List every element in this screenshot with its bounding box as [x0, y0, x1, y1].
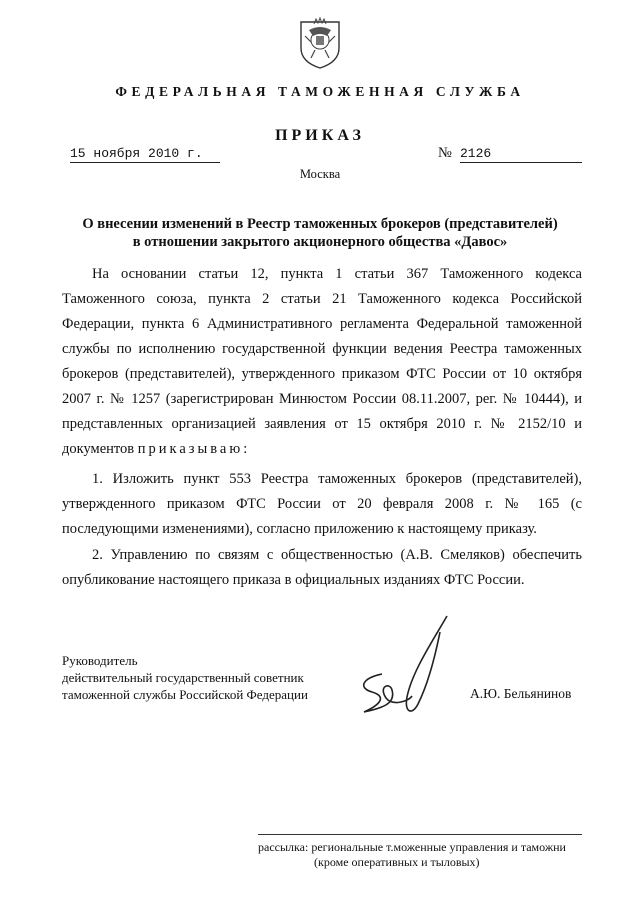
paragraph-item-1 [62, 467, 582, 542]
city: Москва [299, 167, 341, 181]
signatory-line-2: действительный государственный советник [62, 670, 304, 685]
emblem-icon [297, 14, 343, 70]
distribution-list [258, 840, 598, 870]
signatory-title [62, 652, 308, 703]
distribution-line-1: рассылка: региональные т.моженные управления и таможни [258, 840, 566, 854]
agency-name: ФЕДЕРАЛЬНАЯ ТАМОЖЕННАЯ СЛУЖБА [115, 84, 525, 99]
order-number-label: № [438, 145, 452, 161]
paragraph-item-2 [62, 543, 582, 593]
order-title-line-1: О внесении изменений в Реестр таможенных брокеров (представителей) [82, 216, 558, 232]
document-type: ПРИКАЗ [275, 127, 365, 144]
order-word: приказываю: [137, 441, 251, 457]
signer-name: А.Ю. Бельянинов [470, 686, 572, 701]
signature-icon [352, 612, 462, 722]
distribution-line-2: (кроме оперативных и тыловых) [314, 855, 480, 869]
order-number: 2126 [460, 146, 582, 163]
paragraph-item-2-text: 2. Управлению по связям с общественностью (А.В. Смеляков) обеспечить опубликование настоящего приказа в официальных изданиях ФТС России. [62, 547, 582, 588]
order-title [60, 215, 580, 251]
paragraph-basis-text: На основании статьи 12, пункта 1 статьи 367 Таможенного кодекса Таможенного союза, пункта 2 статьи 21 Таможенного кодекса Российской Федерации, пункта 6 Административного регламента Федеральной таможенной службы по исполнению государственной функции ведения Реестра таможенных брокеров (представителей), утвержденного приказом ФТС России от 10 октября 2007 г. № 1257 (зарегистрирован Минюстом России 08.11.2007, рег. № 10444), и представленных организацией заявления от 15 октября 2010 г. № 2152/10 и документов [62, 266, 582, 457]
paragraph-item-1-text: 1. Изложить пункт 553 Реестра таможенных брокеров (представителей), утвержденного приказом ФТС России от 20 февраля 2008 г. № 165 (с последующими изменениями), согласно приложению к настоящему приказу. [62, 471, 582, 537]
order-date: 15 ноября 2010 г. [70, 146, 220, 163]
signatory-line-1: Руководитель [62, 653, 138, 668]
signatory-line-3: таможенной службы Российской Федерации [62, 687, 308, 702]
distribution-divider [258, 834, 582, 835]
order-title-line-2: в отношении закрытого акционерного общества «Давос» [132, 234, 508, 250]
paragraph-basis [62, 262, 582, 462]
